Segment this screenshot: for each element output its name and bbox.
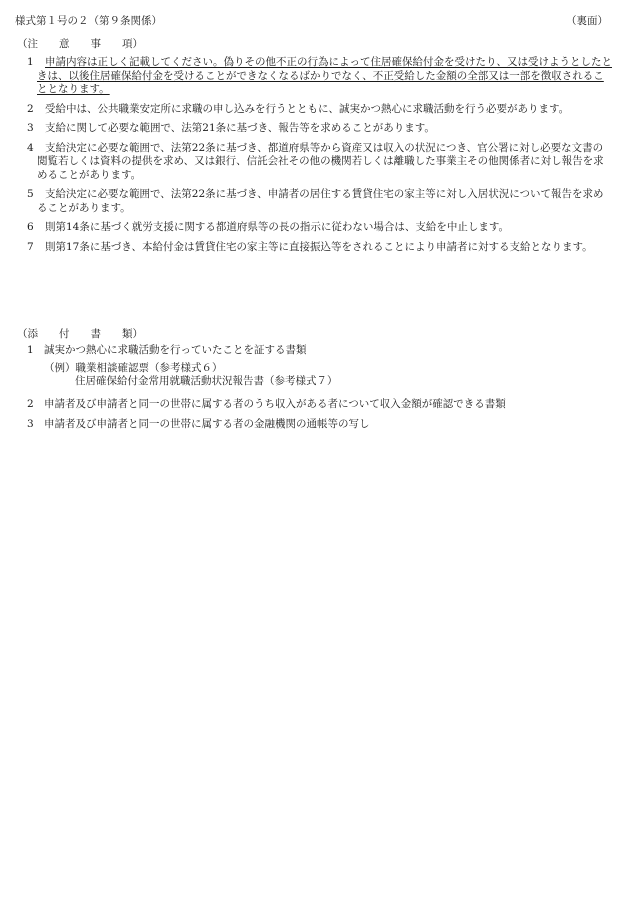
attachments-title: （添 付 書 類） bbox=[17, 328, 143, 340]
note-item bbox=[0, 188, 630, 215]
page-side-label: （裏面） bbox=[566, 15, 608, 27]
note-item bbox=[0, 103, 630, 117]
note-text: 申請内容は正しく記載してください。偽りその他不正の行為によって住居確保給付金を受けたり、又は受けようとしたときは、以後住居確保給付金を受けることができなくなるばかりでなく、不正受給した金額の全部又は一部を徴収されることとなります。 bbox=[37, 56, 612, 95]
note-number: 7 bbox=[27, 240, 34, 253]
attachment-item bbox=[0, 344, 630, 358]
note-item bbox=[0, 56, 630, 97]
note-number: 2 bbox=[27, 102, 34, 115]
note-number: 5 bbox=[27, 188, 34, 200]
note-text: 支給に関して必要な範囲で、法第21条に基づき、報告等を求めることがあります。 bbox=[45, 122, 435, 134]
attachment-example-line: 住居確保給付金常用就職活動状況報告書（参考様式７） bbox=[75, 375, 338, 387]
attachment-item bbox=[0, 418, 630, 432]
note-number: 3 bbox=[27, 122, 34, 134]
note-number: 6 bbox=[27, 221, 34, 233]
attachment-number: 3 bbox=[27, 418, 34, 430]
attachment-text: 申請者及び申請者と同一の世帯に属する者のうち収入がある者について収入金額が確認できる書類 bbox=[44, 397, 506, 410]
notes-list bbox=[0, 56, 630, 260]
note-item bbox=[0, 122, 630, 136]
attachments-list bbox=[0, 344, 630, 439]
note-text: 則第14条に基づく就労支援に関する都道府県等の長の指示に従わない場合は、支給を中止します。 bbox=[45, 221, 510, 233]
note-text: 受給中は、公共職業安定所に求職の申し込みを行うとともに、誠実かつ熱心に求職活動を行う必要があります。 bbox=[45, 102, 570, 115]
attachment-text: 申請者及び申請者と同一の世帯に属する者の金融機関の通帳等の写し bbox=[44, 418, 370, 430]
attachment-number: 1 bbox=[27, 344, 34, 356]
note-item bbox=[0, 221, 630, 235]
note-item bbox=[0, 241, 630, 255]
note-number: 4 bbox=[27, 141, 34, 154]
attachment-example-line: （例）職業相談確認票（参考様式６） bbox=[44, 361, 223, 374]
notes-title: （注 意 事 項） bbox=[17, 38, 143, 50]
note-text: 則第17条に基づき、本給付金は賃貸住宅の家主等に直接振込等をされることにより申請者に対する支給となります。 bbox=[45, 240, 593, 253]
note-text: 支給決定に必要な範囲で、法第22条に基づき、申請者の居住する賃貸住宅の家主等に対し入居状況について報告を求めることがあります。 bbox=[37, 188, 604, 214]
attachment-number: 2 bbox=[27, 397, 34, 410]
note-text: 支給決定に必要な範囲で、法第22条に基づき、都道府県等から資産又は収入の状況につき、官公署に対し必要な文書の閲覧若しくは資料の提供を求め、又は銀行、信託会社その他の機関若しくは離職した事業主その他関係者に対し報告を求めることがあります。 bbox=[37, 141, 604, 181]
form-id: 様式第１号の２（第９条関係） bbox=[15, 15, 162, 27]
note-number: 1 bbox=[27, 56, 34, 68]
attachment-text: 誠実かつ熱心に求職活動を行っていたことを証する書類 bbox=[44, 344, 307, 356]
attachment-item bbox=[0, 398, 630, 412]
note-item bbox=[0, 142, 630, 183]
